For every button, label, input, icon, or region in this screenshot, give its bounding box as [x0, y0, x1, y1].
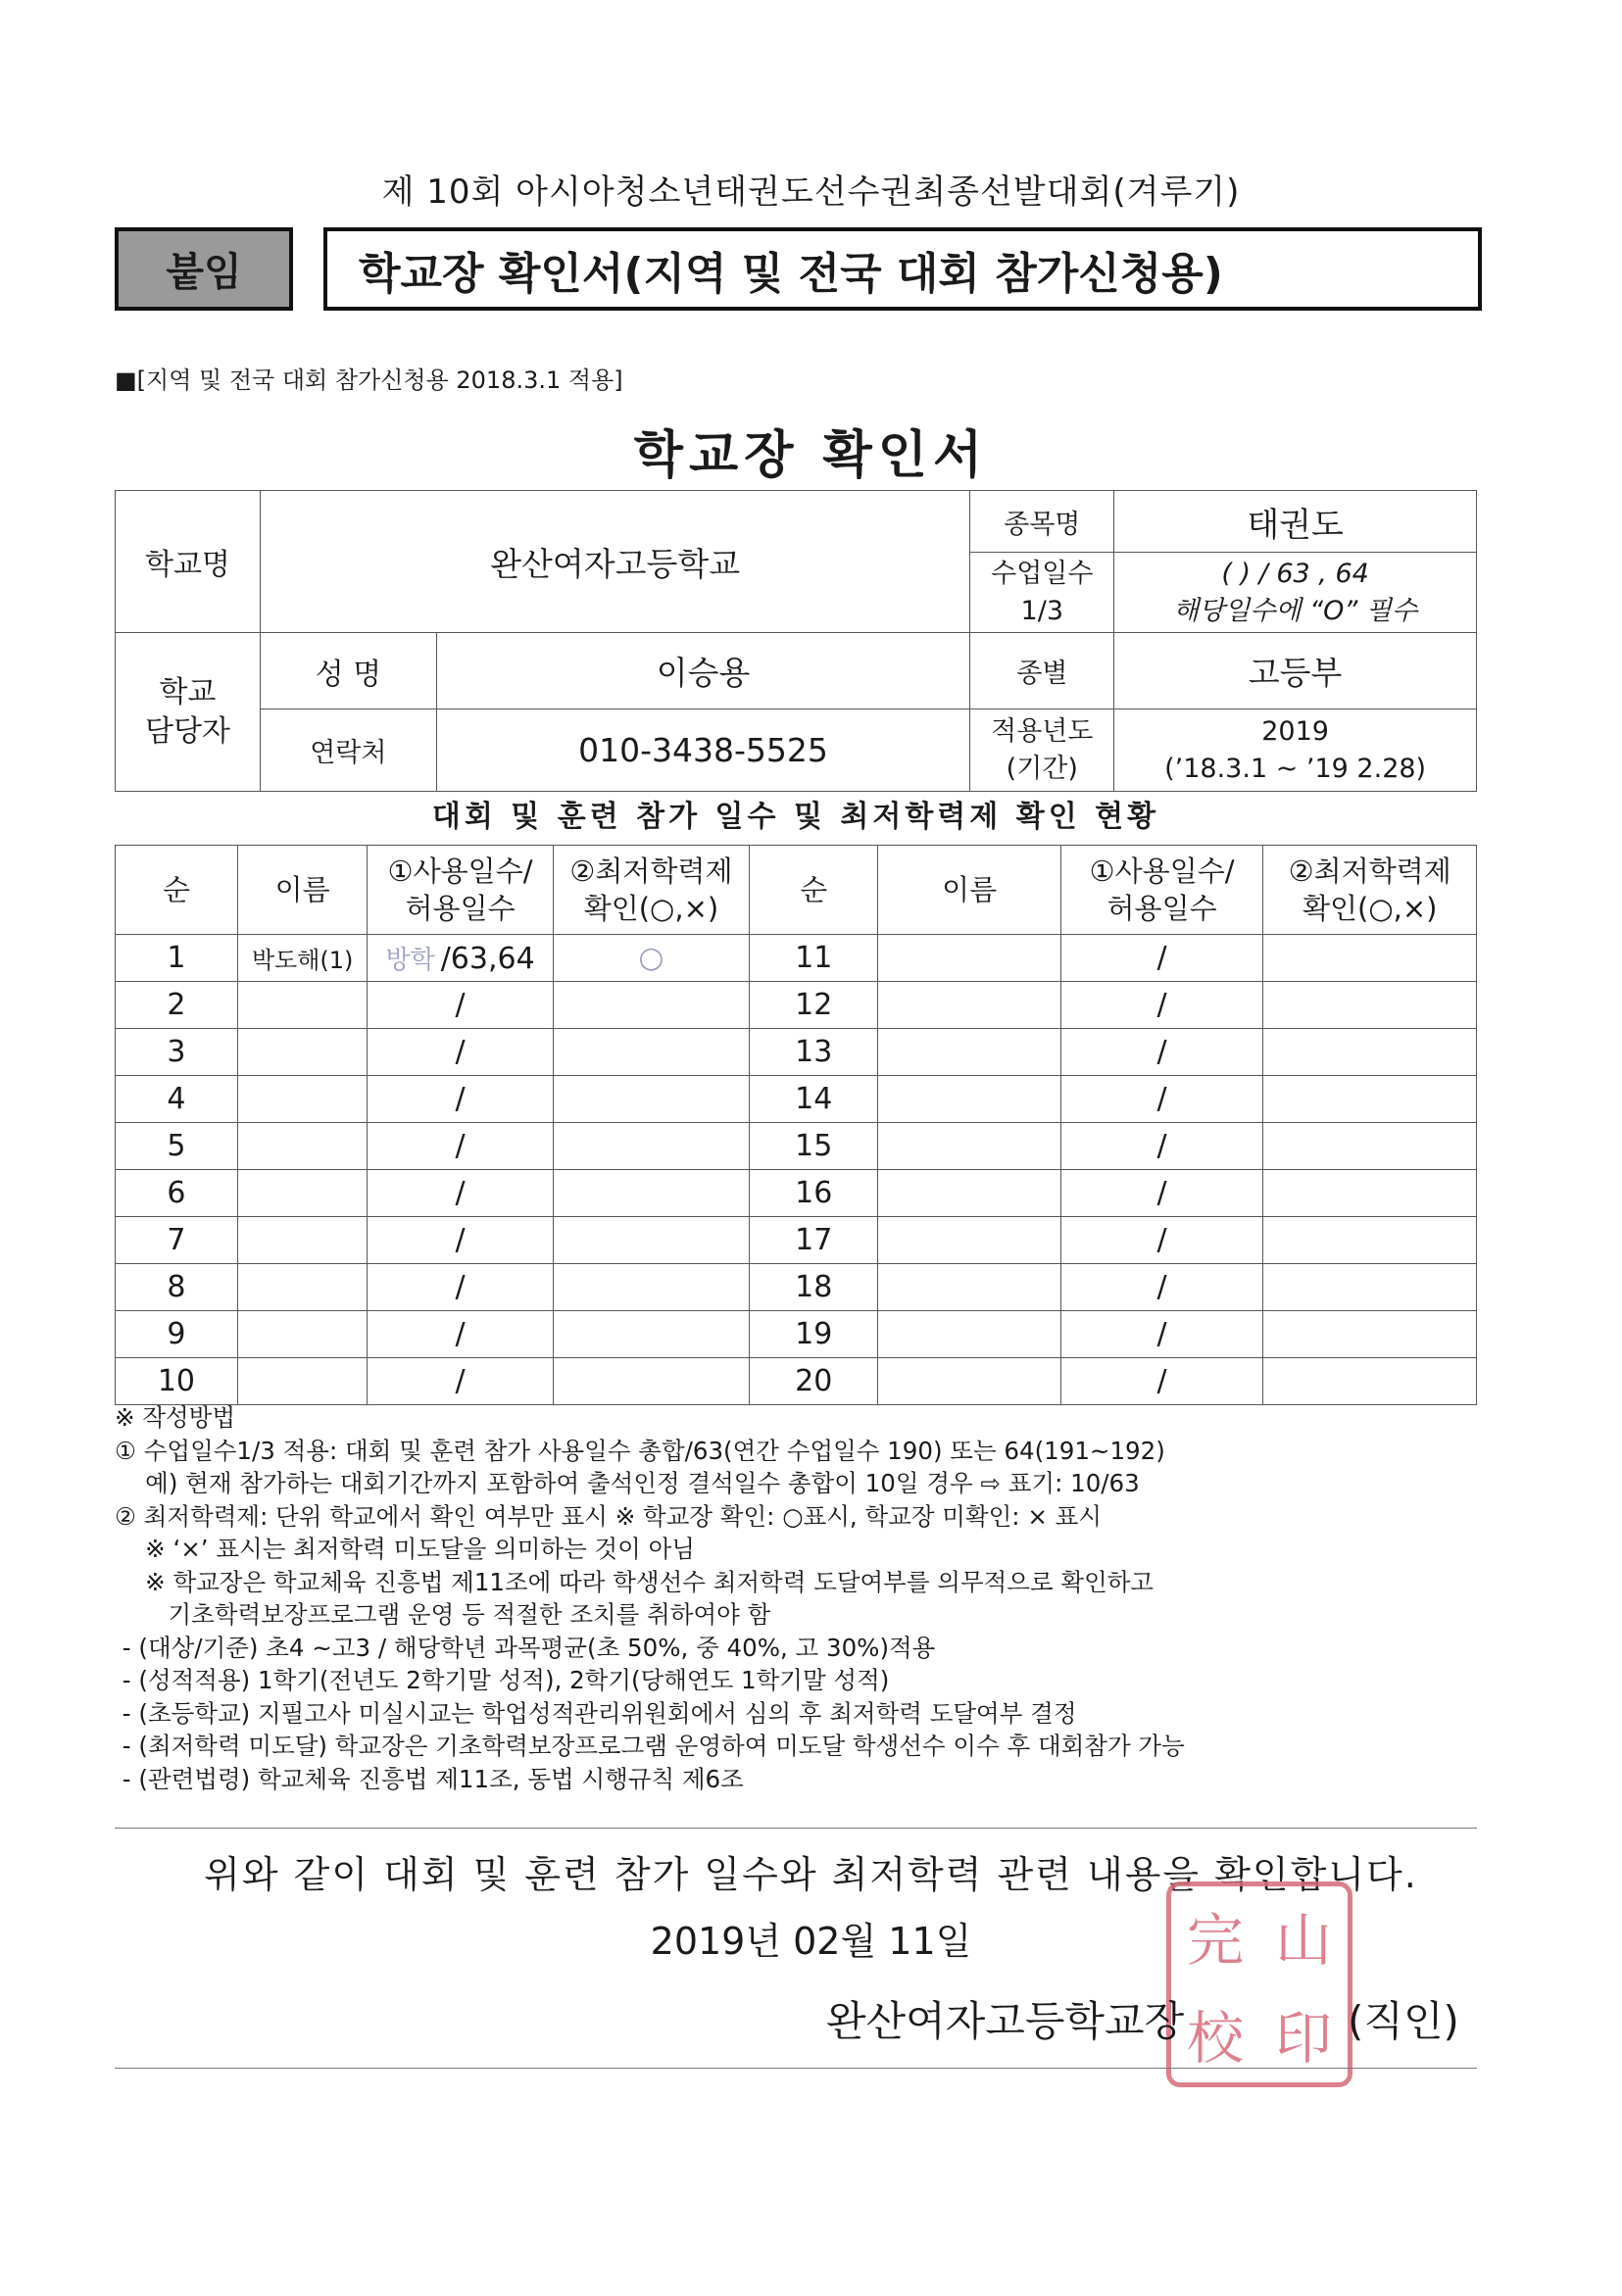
header-check-1-right: ②최저학력제 [1288, 855, 1451, 888]
row-name-right [878, 1123, 1060, 1170]
row-no: 10 [116, 1358, 238, 1405]
row-check [553, 1311, 749, 1358]
row-name [237, 1076, 367, 1123]
row-check-right [1263, 1123, 1477, 1170]
row-no-right: 15 [750, 1123, 878, 1170]
instruction-line: - (성적적용) 1학기(전년도 2학기말 성적), 2학기(당해연도 1학기말 성적) [115, 1666, 890, 1694]
instruction-line: - (관련법령) 학교체육 진흥법 제11조, 동법 시행규칙 제6조 [115, 1764, 744, 1793]
row-days-right: / [1060, 1264, 1263, 1311]
row-days: / [368, 1264, 554, 1311]
row-name-right [878, 1170, 1060, 1217]
row-check [553, 1217, 749, 1264]
row-no: 9 [116, 1311, 238, 1358]
row-days: / [368, 1358, 554, 1405]
row-name [237, 1358, 367, 1405]
confirm-text: 위와 같이 대회 및 훈련 참가 일수와 최저학력 관련 내용을 확인합니다. [204, 1853, 1418, 1896]
handwritten-days: 방학 [385, 946, 435, 975]
table-row [116, 935, 1477, 982]
table-row [116, 1123, 1477, 1170]
row-no: 4 [116, 1076, 238, 1123]
table-row [116, 1217, 1477, 1264]
row-days [368, 935, 554, 982]
instruction-line: - (최저학력 미도달) 학교장은 기초학력보장프로그램 운영하여 미도달 학생선수 이수 후 대회참가 가능 [115, 1732, 1185, 1760]
days-label-1: 수업일수 [991, 558, 1094, 589]
row-no-right: 16 [750, 1170, 878, 1217]
table-row [116, 1264, 1477, 1311]
document-title: 학교장 확인서 [633, 426, 989, 485]
row-name-right [878, 1029, 1060, 1076]
info-table [115, 490, 1477, 792]
row-days-right: / [1060, 1076, 1263, 1123]
row-check-right [1263, 982, 1477, 1029]
row-name-right [878, 1311, 1060, 1358]
row-check [553, 1170, 749, 1217]
row-days-right: / [1060, 1311, 1263, 1358]
row-check-right [1263, 1358, 1477, 1405]
seal-suffix: (직인) [1348, 1997, 1459, 2045]
row-name [237, 1311, 367, 1358]
header-box-title: 학교장 확인서(지역 및 전국 대회 참가신청용) [323, 227, 1482, 311]
row-no-right: 18 [750, 1264, 878, 1311]
row-check-right [1263, 1311, 1477, 1358]
row-days-right: / [1060, 1029, 1263, 1076]
row-check-right [1263, 1076, 1477, 1123]
school-value: 완산여자고등학교 [260, 491, 969, 633]
row-days-right: / [1060, 1358, 1263, 1405]
row-no-right: 19 [750, 1311, 878, 1358]
days-label-2: 1/3 [1020, 595, 1063, 626]
issue-date: 2019년 02월 11일 [650, 1920, 972, 1963]
name-label: 성 명 [260, 633, 436, 709]
notice-text: ■[지역 및 전국 대회 참가신청용 2018.3.1 적용] [115, 366, 623, 394]
row-check-right [1263, 1217, 1477, 1264]
divider [115, 1828, 1477, 1829]
row-name-right [878, 1264, 1060, 1311]
table-row [116, 1170, 1477, 1217]
row-name-right [878, 935, 1060, 982]
instruction-line: ① 수업일수1/3 적용: 대회 및 훈련 참가 사용일수 총합/63(연간 수업일수 190) 또는 64(191~192) [115, 1436, 1165, 1465]
header-name: 이름 [237, 846, 367, 935]
header-no-right: 순 [750, 846, 878, 935]
instruction-line: - (대상/기준) 초4 ~고3 / 해당학년 과목평균(초 50%, 중 40%, 고 30%)적용 [115, 1633, 936, 1662]
row-name [237, 982, 367, 1029]
row-name [237, 1029, 367, 1076]
row-check-right [1263, 1170, 1477, 1217]
row-name-right [878, 982, 1060, 1029]
row-no: 7 [116, 1217, 238, 1264]
row-days-right: / [1060, 1170, 1263, 1217]
contact-label: 연락처 [260, 709, 436, 792]
row-days-right: / [1060, 1123, 1263, 1170]
row-days: / [368, 982, 554, 1029]
row-days: / [368, 1029, 554, 1076]
row-check [553, 1123, 749, 1170]
instruction-line: ※ 학교장은 학교체육 진흥법 제11조에 따라 학생선수 최저학력 도달여부를 의무적으로 확인하고 [115, 1567, 1155, 1596]
instruction-line: ※ ‘×’ 표시는 최저학력 미도달을 의미하는 것이 아님 [115, 1535, 695, 1563]
row-no: 3 [116, 1029, 238, 1076]
table-row [116, 1311, 1477, 1358]
attachment-label: 붙임 [115, 227, 293, 311]
row-no-right: 14 [750, 1076, 878, 1123]
year-value-1: 2019 [1261, 715, 1329, 747]
row-name [237, 1123, 367, 1170]
days-value-2: 해당일수에 “O” 필수 [1173, 595, 1418, 626]
header-check-2: 확인(○,×) [583, 892, 719, 925]
principal-name: 완산여자고등학교장 [826, 1997, 1185, 2045]
header-days-2: 허용일수 [405, 892, 516, 925]
division-label: 종별 [970, 633, 1114, 709]
row-name-right [878, 1217, 1060, 1264]
row-name-right [878, 1358, 1060, 1405]
divider [115, 2068, 1477, 2069]
status-table [115, 845, 1477, 1405]
row-check [553, 1264, 749, 1311]
row-check [553, 982, 749, 1029]
days-value: /63,64 [440, 942, 535, 976]
table-row [116, 1029, 1477, 1076]
row-no-right: 12 [750, 982, 878, 1029]
row-days-right: / [1060, 982, 1263, 1029]
event-label: 종목명 [970, 491, 1114, 553]
row-check [553, 1076, 749, 1123]
name-value: 이승용 [436, 633, 970, 709]
instruction-line: ② 최저학력제: 단위 학교에서 확인 여부만 표시 ※ 학교장 확인: ○표시, 학교장 미확인: × 표시 [115, 1501, 1102, 1531]
row-name [237, 1264, 367, 1311]
status-title: 대회 및 훈련 참가 일수 및 최저학력제 확인 현황 [431, 800, 1160, 834]
header-check-1: ②최저학력제 [569, 855, 733, 888]
header-days-1: ①사용일수/ [387, 855, 533, 888]
row-check [553, 1029, 749, 1076]
row-name [237, 1217, 367, 1264]
year-value-2: (’18.3.1 ~ ’19 2.28) [1164, 753, 1427, 784]
row-no: 1 [116, 935, 238, 982]
year-label-1: 적용년도 [991, 715, 1094, 747]
row-days: / [368, 1311, 554, 1358]
table-row [116, 982, 1477, 1029]
row-check-right [1263, 1029, 1477, 1076]
row-days: / [368, 1076, 554, 1123]
header-days-2-right: 허용일수 [1106, 892, 1217, 925]
instruction-line: ※ 작성방법 [115, 1403, 235, 1432]
instruction-line: 예) 현재 참가하는 대회기간까지 포함하여 출석인정 결석일수 총합이 10일 경우 ⇨ 표기: 10/63 [115, 1469, 1140, 1497]
table-row [116, 1076, 1477, 1123]
row-days: / [368, 1123, 554, 1170]
official-seal: 完 山 校 印 [1166, 1881, 1352, 2087]
table-row [116, 1358, 1477, 1405]
row-no: 6 [116, 1170, 238, 1217]
header-days-1-right: ①사용일수/ [1089, 855, 1235, 888]
row-no: 2 [116, 982, 238, 1029]
header-name-right: 이름 [878, 846, 1060, 935]
row-no-right: 17 [750, 1217, 878, 1264]
row-no: 8 [116, 1264, 238, 1311]
instruction-line: - (초등학교) 지필고사 미실시교는 학업성적관리위원회에서 심의 후 최저학력 도달여부 결정 [115, 1698, 1077, 1728]
row-no-right: 20 [750, 1358, 878, 1405]
row-no-right: 13 [750, 1029, 878, 1076]
row-no-right: 11 [750, 935, 878, 982]
contact-value: 010-3438-5525 [436, 709, 970, 792]
row-name: 박도해(1) [237, 935, 367, 982]
row-name [237, 1170, 367, 1217]
row-no: 5 [116, 1123, 238, 1170]
row-days-right: / [1060, 935, 1263, 982]
row-check [553, 1358, 749, 1405]
event-value: 태권도 [1114, 491, 1477, 553]
staff-label-2: 담당자 [144, 713, 230, 749]
school-label: 학교명 [116, 491, 261, 633]
row-check: ○ [553, 935, 749, 982]
instruction-line: 기초학력보장프로그램 운영 등 적절한 조치를 취하여야 함 [115, 1600, 771, 1629]
row-check-right [1263, 1264, 1477, 1311]
division-value: 고등부 [1114, 633, 1477, 709]
year-label-2: (기간) [1006, 753, 1078, 784]
top-title: 제 10회 아시아청소년태권도선수권최종선발대회(겨루기) [381, 172, 1241, 212]
row-check-right [1263, 935, 1477, 982]
row-days: / [368, 1170, 554, 1217]
row-name-right [878, 1076, 1060, 1123]
header-check-2-right: 확인(○,×) [1302, 892, 1438, 925]
staff-label-1: 학교 [159, 674, 217, 709]
row-days: / [368, 1217, 554, 1264]
days-value-1: ( ) / 63 , 64 [1221, 558, 1369, 589]
row-days-right: / [1060, 1217, 1263, 1264]
header-no: 순 [116, 846, 238, 935]
instructions [115, 1401, 1506, 1795]
